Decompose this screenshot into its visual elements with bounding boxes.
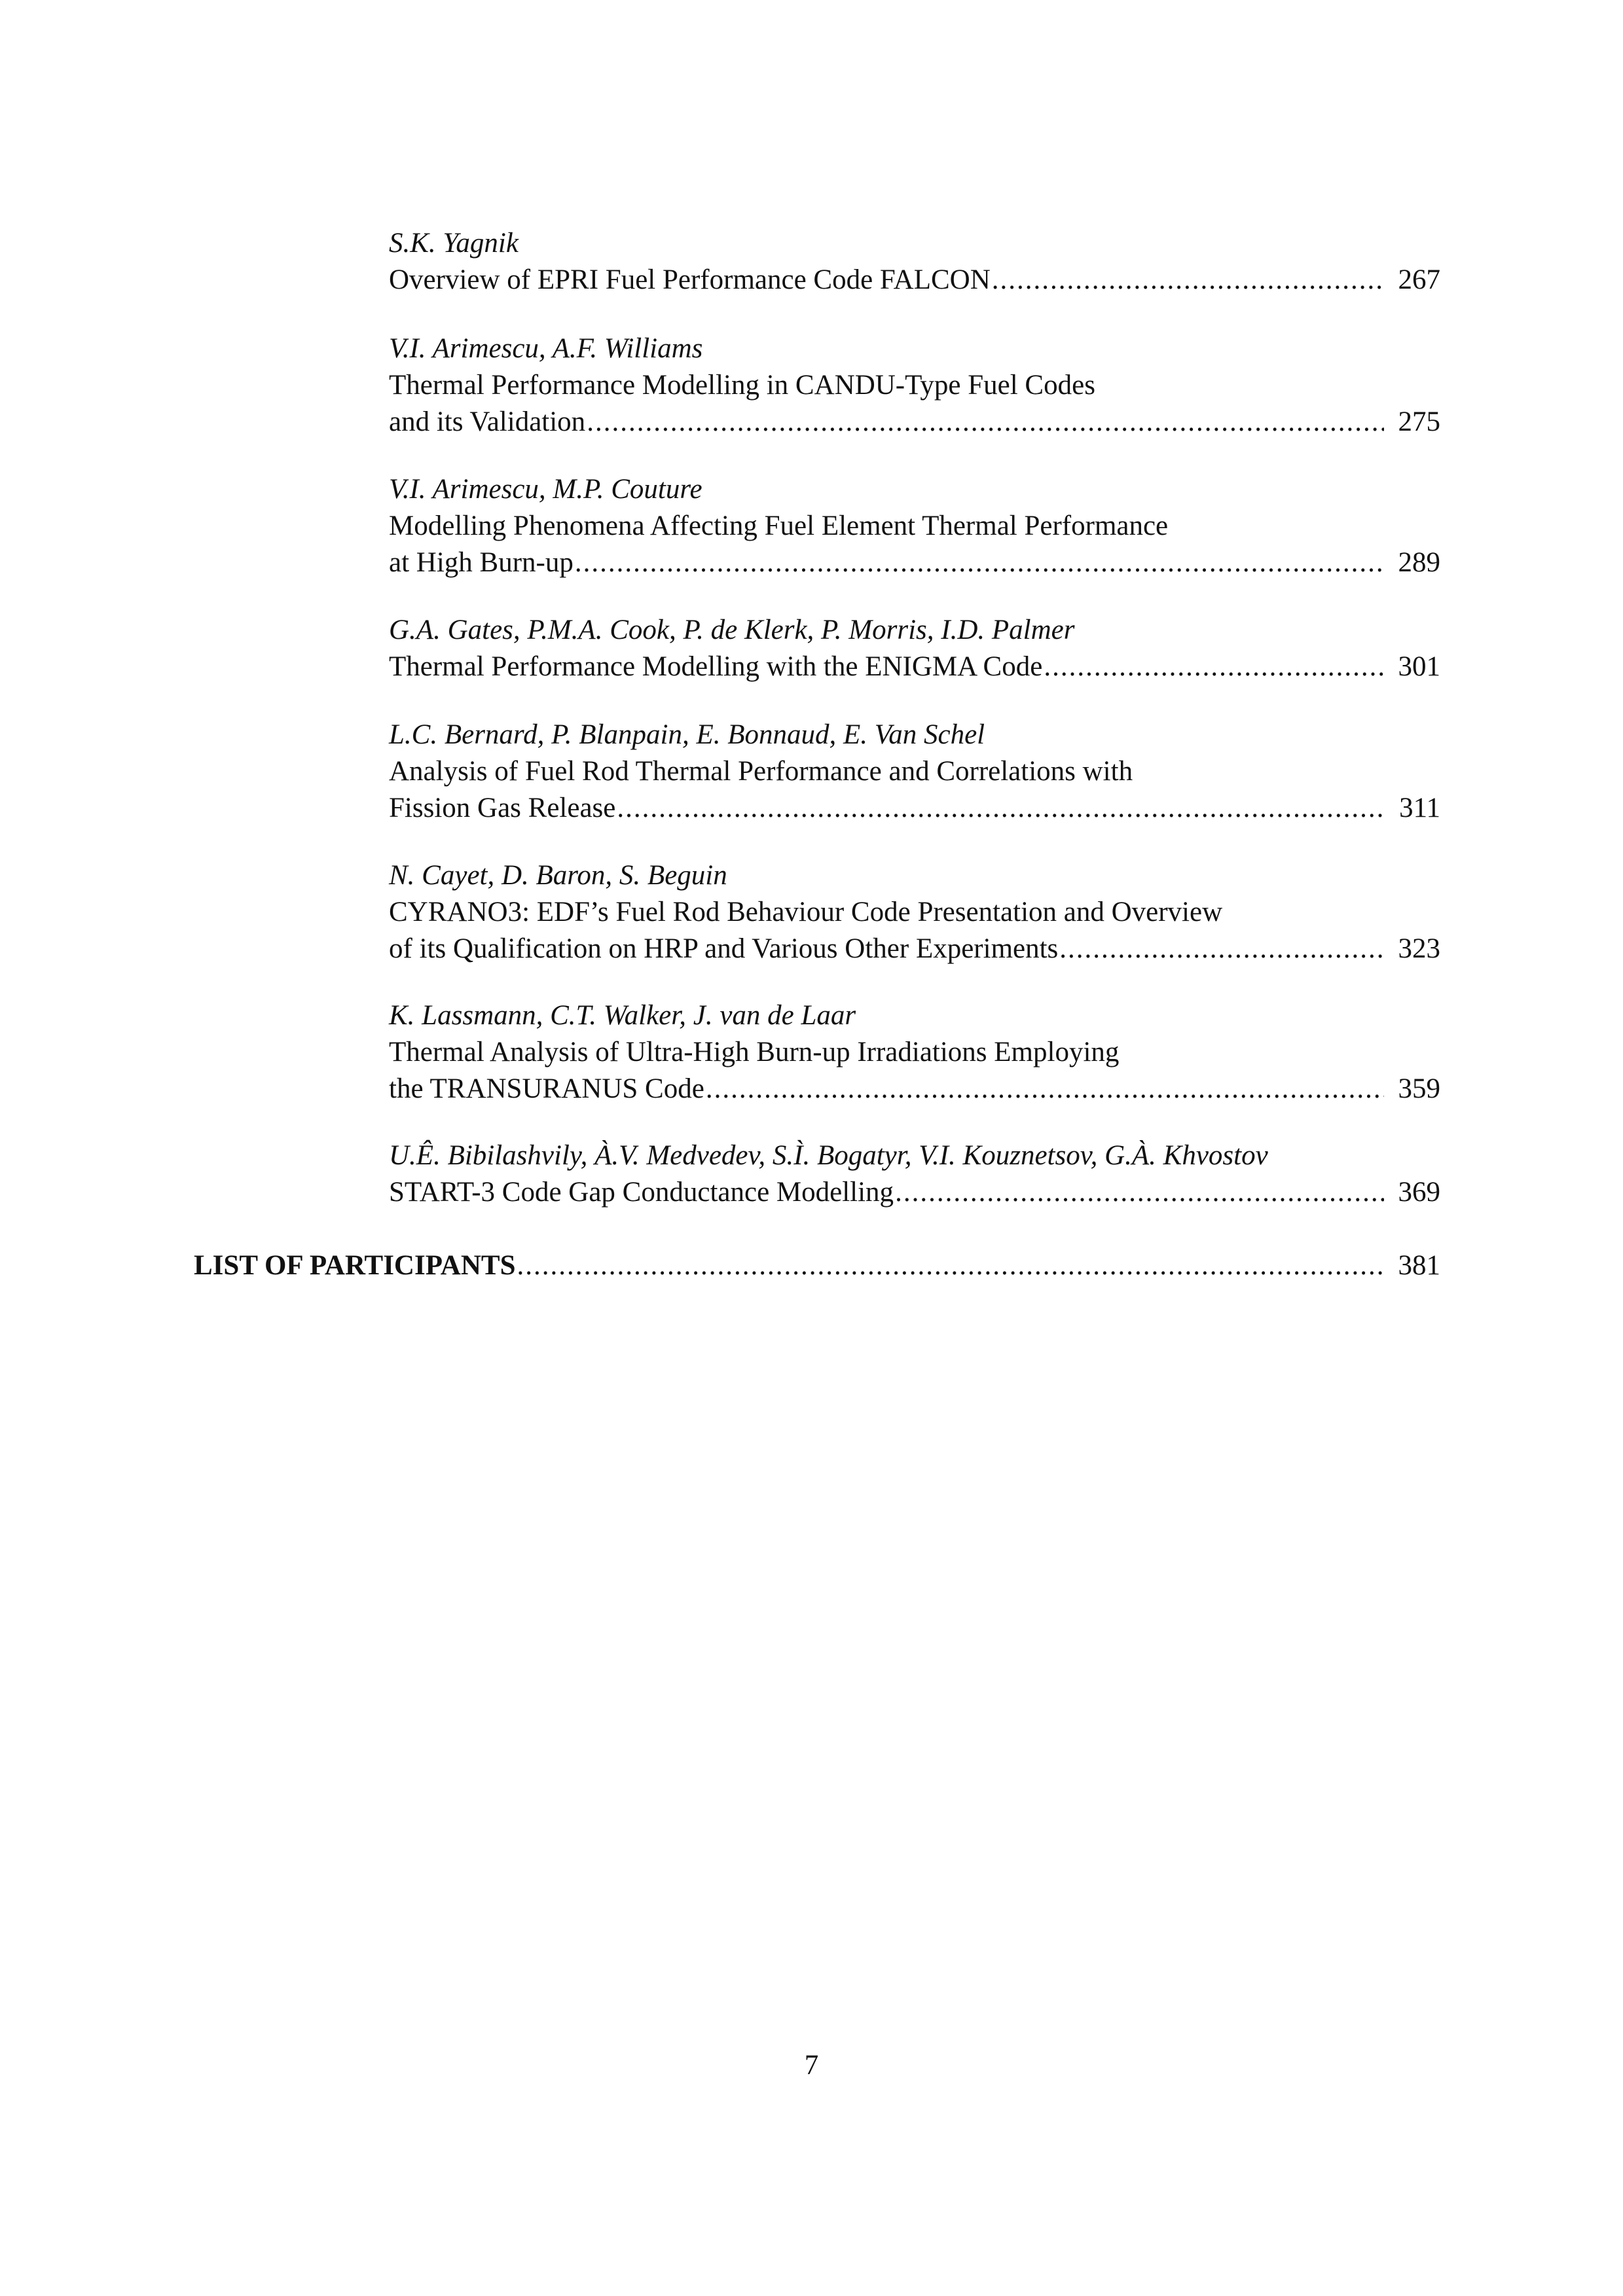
entry-authors: V.I. Arimescu, A.F. Williams <box>389 333 703 364</box>
entry-title: Overview of EPRI Fuel Performance Code FALCON <box>389 264 991 295</box>
toc-entry <box>389 612 1440 685</box>
entry-title-line <box>389 931 1440 967</box>
entry-title-continued: Fission Gas Release <box>389 793 616 823</box>
participants-page-number: 381 <box>1398 1250 1440 1281</box>
toc-entry <box>389 717 1440 827</box>
toc-entry <box>389 471 1440 581</box>
entry-title-continued: and its Validation <box>389 406 586 437</box>
entry-authors: V.I. Arimescu, M.P. Couture <box>389 474 702 505</box>
entry-authors: S.K. Yagnik <box>389 228 519 259</box>
entry-title-continued: of its Qualification on HRP and Various Other Experiments <box>389 933 1059 964</box>
dot-leader <box>587 404 1384 440</box>
entry-page-number: 289 <box>1398 547 1440 578</box>
entry-title-line <box>389 404 1440 440</box>
toc-entry <box>389 1138 1440 1211</box>
entry-title-line <box>389 649 1440 685</box>
entry-title: CYRANO3: EDF’s Fuel Rod Behaviour Code Presentation and Overview <box>389 897 1223 927</box>
entry-title-continued: at High Burn-up <box>389 547 574 578</box>
entry-title-continued: the TRANSURANUS Code <box>389 1073 704 1104</box>
entry-authors: N. Cayet, D. Baron, S. Beguin <box>389 860 727 891</box>
dot-leader <box>517 1247 1385 1284</box>
entry-title-line <box>389 262 1440 298</box>
entry-page-number: 369 <box>1398 1177 1440 1208</box>
entry-title: START-3 Code Gap Conductance Modelling <box>389 1177 894 1208</box>
dot-leader <box>1059 931 1384 967</box>
entry-authors: U.Ê. Bibilashvily, À.V. Medvedev, S.Ì. Bogatyr, V.I. Kouznetsov, G.À. Khvostov <box>389 1140 1268 1171</box>
toc-entry <box>389 225 1440 298</box>
participants-label: LIST OF PARTICIPANTS <box>194 1250 516 1281</box>
entry-page-number: 311 <box>1399 793 1440 823</box>
entry-authors: K. Lassmann, C.T. Walker, J. van de Laar <box>389 1000 856 1031</box>
dot-leader <box>895 1174 1384 1211</box>
dot-leader <box>575 545 1384 581</box>
entry-title-line <box>389 545 1440 581</box>
dot-leader <box>617 790 1384 827</box>
toc-entry <box>389 331 1440 440</box>
entry-authors: G.A. Gates, P.M.A. Cook, P. de Klerk, P. Morris, I.D. Palmer <box>389 615 1075 645</box>
entry-title: Modelling Phenomena Affecting Fuel Element Thermal Performance <box>389 511 1169 541</box>
participants-line <box>194 1247 1440 1284</box>
entry-page-number: 267 <box>1398 264 1440 295</box>
entry-page-number: 275 <box>1398 406 1440 437</box>
toc-entry <box>389 997 1440 1107</box>
entry-title-line <box>389 790 1440 827</box>
entry-page-number: 323 <box>1398 933 1440 964</box>
entry-title: Thermal Performance Modelling in CANDU-Type Fuel Codes <box>389 370 1095 401</box>
dot-leader <box>706 1071 1384 1107</box>
page-footer-number: 7 <box>804 2050 819 2081</box>
dot-leader <box>1044 649 1384 685</box>
dot-leader <box>992 262 1384 298</box>
entry-authors: L.C. Bernard, P. Blanpain, E. Bonnaud, E. Van Schel <box>389 719 985 750</box>
toc-entry <box>389 857 1440 967</box>
entry-page-number: 301 <box>1398 651 1440 682</box>
entry-title: Thermal Performance Modelling with the ENIGMA Code <box>389 651 1043 682</box>
entry-page-number: 359 <box>1398 1073 1440 1104</box>
entry-title-line <box>389 1174 1440 1211</box>
entry-title: Thermal Analysis of Ultra-High Burn-up Irradiations Employing <box>389 1037 1120 1067</box>
entry-title: Analysis of Fuel Rod Thermal Performance and Correlations with <box>389 756 1133 787</box>
list-of-participants-entry <box>194 1247 1440 1284</box>
entry-title-line <box>389 1071 1440 1107</box>
